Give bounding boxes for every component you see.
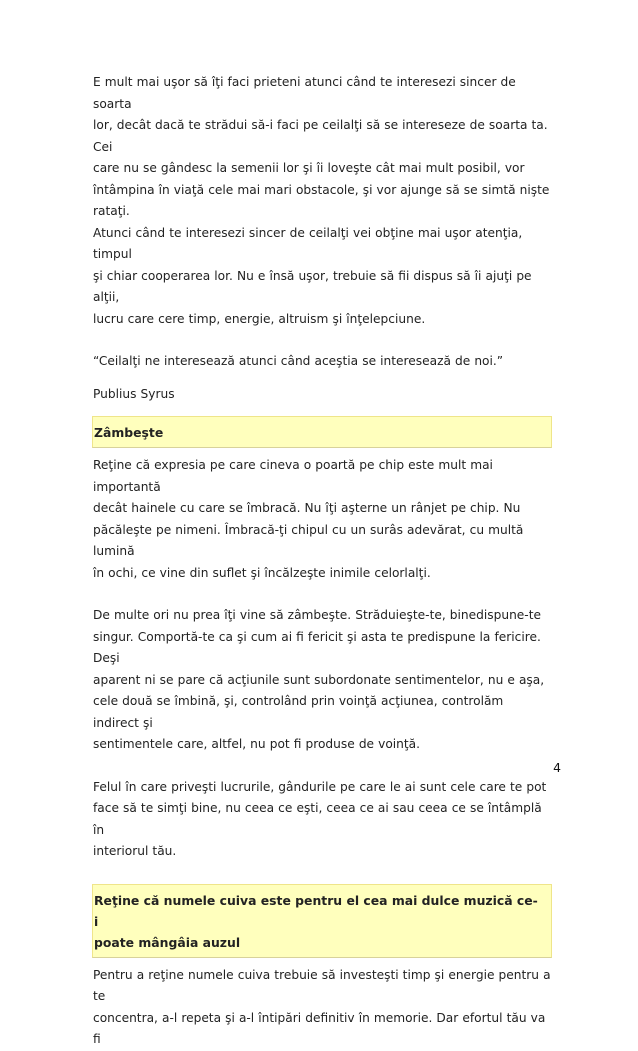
spacer	[93, 584, 553, 605]
spacer	[93, 756, 553, 777]
section-heading-names-text: Reţine că numele cuiva este pentru el cea mai dulce muzică ce-i poate mângâia auzul	[94, 892, 538, 950]
paragraph-remember-names: Pentru a reţine numele cuiva trebuie să investeşti timp şi energie pentru a te concentra, a-l repeta şi a-l întipări definitiv în memorie. Dar efortul tău va fi	[93, 967, 551, 1046]
quote: “Ceilalţi ne interesează atunci când aceştia se interesează de noi.”	[93, 354, 504, 368]
paragraph-interest-in-others: E mult mai uşor să îţi faci prieteni atunci când te interesezi sincer de soarta lor, decât dacă te strădui să-i faci pe ceilalţi să se intereseze de soarta ta. Cei care nu se gândesc la semenii lor şi îi loveşte cât mai mult posibil, vor întâmpina în viaţă cele mai mari obstacole, şi vor ajunge să se simtă nişte rataţi. Atunci când te interesezi sincer de ceilalţi vei obţine mai uşor atenţia, timpul şi chiar cooperarea lor. Nu e însă uşor, trebuie să fii dispus să îi ajuţi pe alţii, lucru care cere timp, energie, altruism şi înţelepciune.	[93, 75, 550, 326]
section-heading-smile	[92, 416, 552, 448]
spacer	[93, 330, 553, 351]
paragraph-force-smile: De multe ori nu prea îţi vine să zâmbeşte. Străduieşte-te, binedispune-te singur. Comportă-te ca şi cum ai fi fericit şi asta te predispune la fericire. Deşi aparent ni se pare că acţiunile sunt subordonate sentimentelor, nu e aşa, cele două se îmbină, şi, controlând prin voinţă acţiunea, controlăm indirect şi sentimentele care, altfel, nu pot fi produse de voinţă.	[93, 608, 545, 751]
document-page	[93, 72, 553, 1051]
quote-author: Publius Syrus	[93, 386, 175, 401]
paragraph-facial-expression: Reţine că expresia pe care cineva o poartă pe chip este mult mai importantă decât hainele cu care se îmbracă. Nu îţi aşterne un rânjet pe chip. Nu păcăleşte pe nimeni. Îmbracă-ţi chipul cu un surâs adevărat, cu multă lumină în ochi, ce vine din suflet şi încălzeşte inimile celorlalţi.	[93, 458, 524, 580]
spacer	[93, 863, 553, 884]
spacer	[93, 405, 553, 416]
page-number: 4	[553, 760, 561, 775]
spacer	[93, 373, 553, 384]
section-heading-names	[92, 884, 552, 958]
paragraph-perspective: Felul în care priveşti lucrurile, gândurile pe care le ai sunt cele care te pot face să te simţi bine, nu ceea ce eşti, ceea ce ai sau ceea ce se întâmplă în interiorul tău.	[93, 779, 547, 858]
section-heading-smile-text: Zâmbeşte	[94, 425, 164, 440]
